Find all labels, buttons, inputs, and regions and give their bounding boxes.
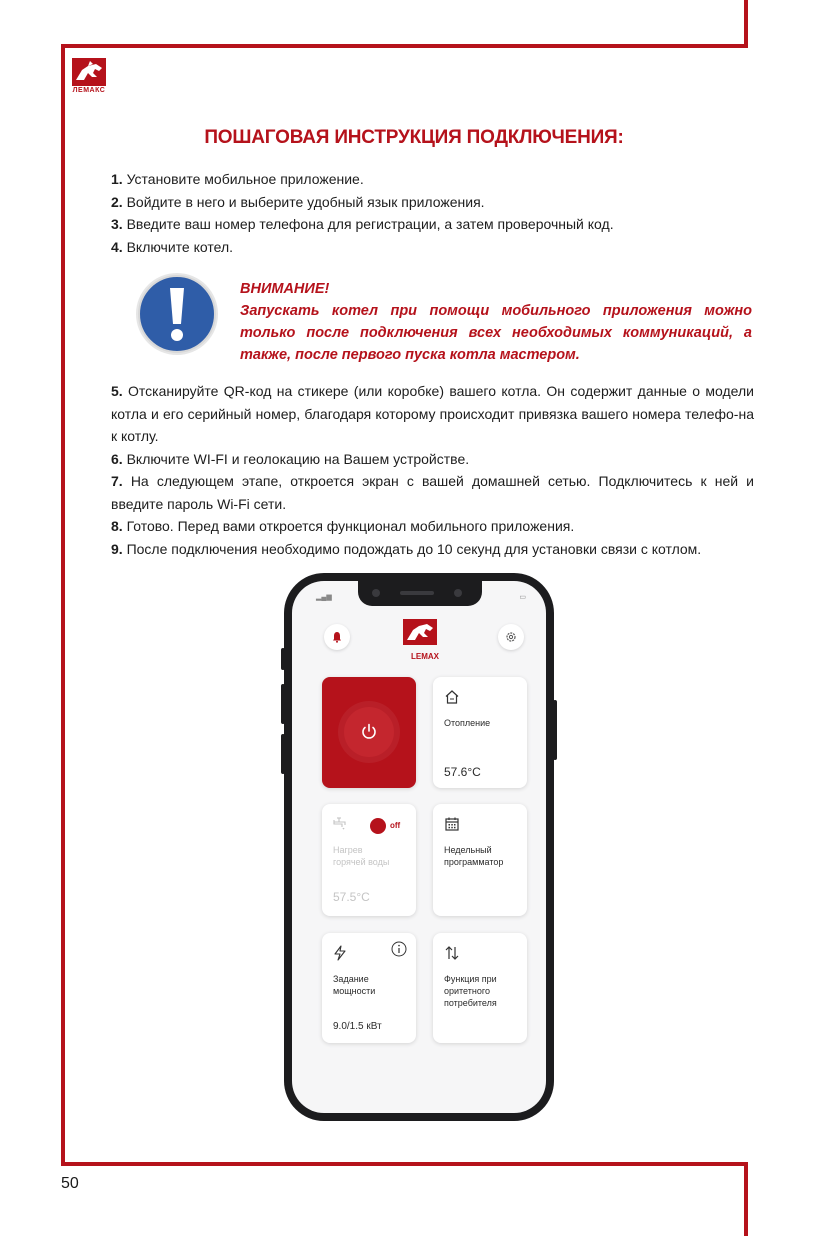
hot-water-toggle[interactable] [370,818,386,834]
phone-mockup [284,573,554,1121]
signal-icon: ▂▄▆ [316,594,332,601]
warning-title: ВНИМАНИЕ! [240,281,330,297]
weekly-programmer-card[interactable] [433,804,527,916]
steps-list-bottom [111,380,754,560]
bell-icon [331,631,343,643]
frame-top-right-vertical [744,0,748,48]
page-number: 50 [61,1175,79,1192]
step-item: 6. Включите WI-FI и геолокацию на Вашем устройстве. [111,450,470,467]
swap-arrows-icon [444,945,460,961]
step-item: 4. Включите котел. [111,238,233,255]
step-item: 2. Войдите в него и выберите удобный язык приложения. [111,193,485,210]
step-item: 9. После подключения необходимо подождать до 10 секунд для установки связи с котлом. [111,540,702,557]
frame-top-horizontal [61,44,748,48]
phone-notch [358,581,482,606]
frame-left-vertical [61,44,65,1164]
exclamation-icon [135,272,219,356]
info-icon[interactable] [391,941,407,957]
brand-name: ЛЕМАКС [72,87,106,94]
steps-list-top [111,168,754,258]
hot-water-toggle-label: off [390,821,401,830]
power-setting-value: 9.0/1.5 кВт [333,1021,382,1032]
brand-logo [66,58,112,96]
battery-icon: ▭ [519,594,526,601]
hot-water-label: Нагрев горячей воды [333,845,390,867]
notifications-button[interactable] [324,624,350,650]
app-logo [403,619,447,661]
power-button[interactable] [344,707,394,757]
step-item: 7. На следующем этапе, откроется экран с вашей домашней сетью. Подключитесь к ней и введите пароль Wi-Fi сети. [111,473,754,512]
frame-bottom-right-vertical [744,1162,748,1236]
lightning-icon [333,945,347,961]
horse-logo-icon [66,58,112,86]
power-icon [359,722,379,742]
app-screen [292,581,546,1113]
page-title: ПОШАГОВАЯ ИНСТРУКЦИЯ ПОДКЛЮЧЕНИЯ: [204,127,624,148]
house-icon [444,689,460,705]
heating-label: Отопление [444,718,491,728]
heating-value: 57.6°C [444,765,481,779]
priority-consumer-label: Функция при оритетного потребителя [444,974,497,1008]
step-item: 8. Готово. Перед вами откроется функционал мобильного приложения. [111,518,575,534]
speaker-icon [400,591,434,595]
warning-block [240,278,752,366]
settings-button[interactable] [498,624,524,650]
hot-water-card[interactable] [322,804,416,916]
calendar-icon [444,816,460,832]
gear-icon [505,631,517,643]
heating-card[interactable] [433,677,527,788]
power-setting-label: Задание мощности [333,974,376,996]
step-item: 1. Установите мобильное приложение. [111,171,364,187]
sensor-icon [454,589,462,597]
camera-icon [372,589,380,597]
app-logo-text: LEMAX [411,652,439,661]
power-setting-card[interactable] [322,933,416,1043]
weekly-programmer-label: Недельный программатор [444,845,504,867]
warning-body: Запускать котел при помощи мобильного приложения можно только после подключения всех необходимых коммуникаций, а также, после первого пуска котла мастером. [240,303,752,363]
hot-water-value: 57.5°C [333,890,370,904]
step-item: 3. Введите ваш номер телефона для регистрации, а затем проверочный код. [111,216,614,232]
faucet-icon [332,816,350,832]
frame-bottom-horizontal [61,1162,747,1166]
step-item: 5. Отсканируйте QR-код на стикере (или коробке) вашего котла. Он содержит данные о модели котла и его серийный номер, благодаря которому происходит привязка вашего номера телефо-на к котлу. [111,383,754,444]
priority-consumer-card[interactable] [433,933,527,1043]
horse-logo-icon [403,619,437,645]
power-toggle-card[interactable] [322,677,416,788]
